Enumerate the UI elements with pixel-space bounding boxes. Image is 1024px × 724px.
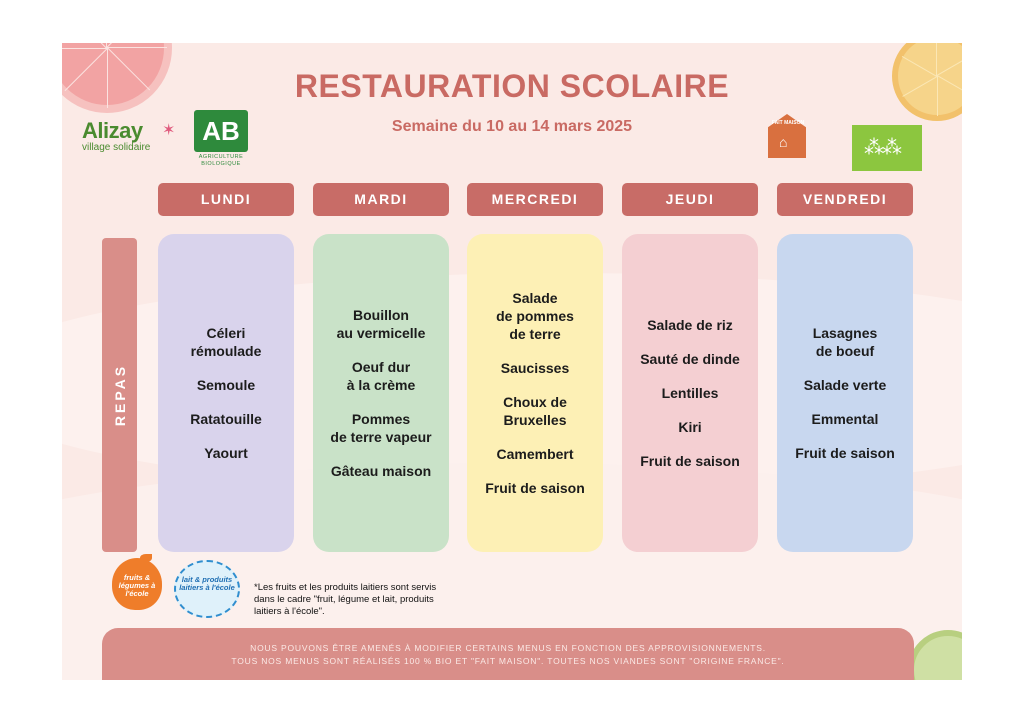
fruits-legumes-badge <box>112 558 164 620</box>
eu-organic-leaf-logo <box>852 125 922 171</box>
menu-column-mercredi <box>467 234 603 552</box>
repas-row-label <box>102 238 137 552</box>
menu-item: Salade de pommes de terre <box>496 290 574 342</box>
week-subtitle: Semaine du 10 au 14 mars 2025 <box>391 118 633 135</box>
menu-item: Ratatouille <box>190 411 262 427</box>
leaf-icon <box>140 554 152 562</box>
menu-item: Bouillon au vermicelle <box>336 307 426 341</box>
menu-item: Salade verte <box>803 377 887 393</box>
menu-item: Semoule <box>196 377 256 393</box>
menu-item: Salade de riz <box>647 317 733 333</box>
menu-item: Saucisses <box>500 360 570 376</box>
day-header-lundi: LUNDI <box>158 183 294 216</box>
home-icon: ⌂ <box>779 134 788 150</box>
ab-mark: AB <box>194 110 248 152</box>
menu-item: Pommes de terre vapeur <box>330 411 432 445</box>
menu-item: Fruit de saison <box>640 453 740 469</box>
fait-maison-logo <box>768 114 808 166</box>
menu-item: Gâteau maison <box>330 463 432 479</box>
menu-item: Kiri <box>678 419 702 435</box>
footer-line-1: NOUS POUVONS ÊTRE AMENÉS À MODIFIER CERTAINS MENUS EN FONCTION DES APPROVISIONNEMENTS. <box>250 643 766 653</box>
menu-column-vendredi <box>777 234 913 552</box>
page-title: RESTAURATION SCOLAIRE <box>294 68 730 104</box>
menu-item: Céleri rémoulade <box>190 325 262 359</box>
ab-organic-logo <box>194 110 248 172</box>
alizay-name: Alizay <box>82 118 143 143</box>
menu-item: Oeuf dur à la crème <box>346 359 416 393</box>
menu-column-lundi <box>158 234 294 552</box>
menu-item: Sauté de dinde <box>640 351 740 367</box>
menu-column-mardi <box>313 234 449 552</box>
lait-produits-laitiers-badge <box>174 560 244 622</box>
footnote: *Les fruits et les produits laitiers sont servis dans le cadre "fruit, légume et lait, produits laitiers à l'école". <box>254 582 437 617</box>
alizay-tagline: village solidaire <box>82 142 151 153</box>
day-header-vendredi: VENDREDI <box>777 183 913 216</box>
menu-column-jeudi <box>622 234 758 552</box>
footer-banner <box>102 628 914 680</box>
menu-item: Yaourt <box>204 445 248 461</box>
menu-item: Emmental <box>811 411 879 427</box>
lait-badge-text: lait & produits laitiers à l'école <box>174 560 240 618</box>
leaf-stars-icon: ⁂⁂ <box>864 137 900 159</box>
menu-item: Choux de Bruxelles <box>503 394 567 428</box>
ab-label: AGRICULTURE BIOLOGIQUE <box>198 154 244 167</box>
fait-maison-label: FAIT MAISON <box>771 120 805 126</box>
menu-item: Fruit de saison <box>795 445 895 461</box>
day-header-jeudi: JEUDI <box>622 183 758 216</box>
figure-icon: ✶ <box>162 122 176 139</box>
day-header-mercredi: MERCREDI <box>467 183 603 216</box>
menu-item: Lasagnes de boeuf <box>812 325 878 359</box>
alizay-logo <box>82 118 182 174</box>
fruits-badge-text: fruits & légumes à l'école <box>112 558 162 610</box>
menu-item: Camembert <box>496 446 574 462</box>
menu-item: Fruit de saison <box>485 480 585 496</box>
footer-line-2: TOUS NOS MENUS SONT RÉALISÉS 100 % BIO ET "FAIT MAISON". TOUTES NOS VIANDES SONT "ORIGINE FRANCE". <box>231 656 785 666</box>
repas-label: REPAS <box>111 363 128 427</box>
menu-item: Lentilles <box>661 385 719 401</box>
day-header-mardi: MARDI <box>313 183 449 216</box>
